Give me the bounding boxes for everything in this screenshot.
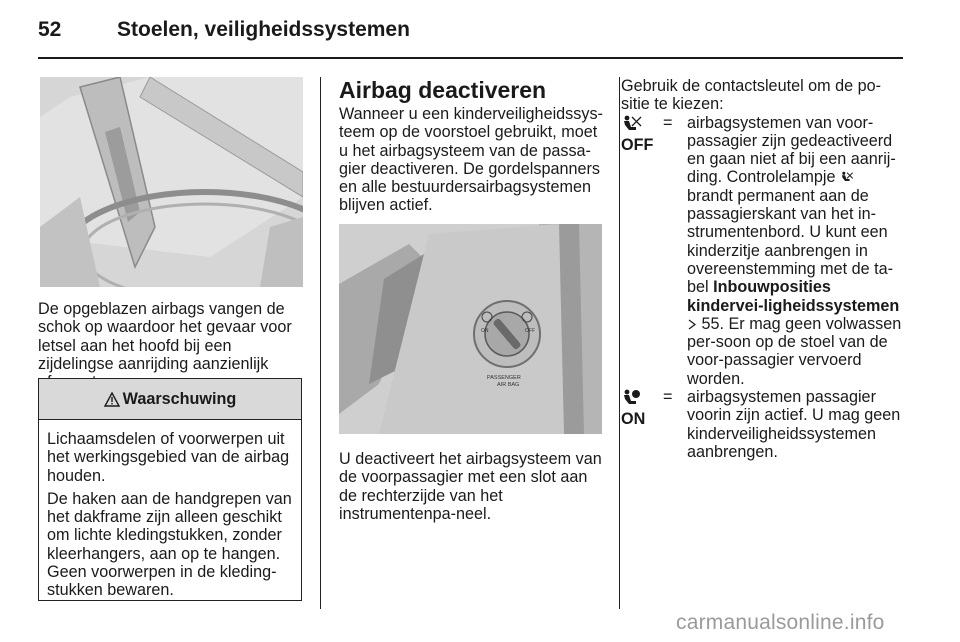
switch-label-on: ON: [481, 328, 489, 334]
airbag-switch-photo: [339, 224, 602, 434]
warning-paragraph: De haken aan de handgrepen van het dakframe zijn alleen geschikt om lichte kledingstukken, zonder kleerhangers, aan op te hangen. Geen voorwerpen in de kleding-stukken bewaren.: [47, 489, 292, 600]
page-number: 52: [38, 18, 62, 41]
side-airbag-photo: [40, 77, 303, 287]
column-divider-1: [320, 77, 321, 609]
column2-caption: U deactiveert het airbagsysteem van de voorpassagier met een slot aan de rechterzijde van het instrumentenpa-neel.: [339, 450, 602, 523]
column3-intro: Gebruik de contactsleutel om de po-sitie te kiezen:: [621, 77, 882, 114]
on-label: ON: [621, 410, 646, 429]
section-intro: Wanneer u een kinderveiligheidssys-teem op de voorstoel gebruikt, moet u het airbagsysteem van de passa-gier deactiveren. De gordelspanners en alle bestuurdersairbagsystemen blijven actief.: [339, 105, 603, 215]
reference-arrow-icon: [687, 319, 697, 330]
on-description: airbagsystemen passagier voorin zijn actief. U mag geen kinderveiligheidssystemen aanbrengen.: [687, 388, 901, 461]
warning-header: [39, 379, 301, 420]
section-heading: Airbag deactiveren: [339, 77, 547, 103]
column2: [339, 77, 603, 215]
watermark: carmanualsonline.info: [676, 611, 885, 634]
airbag-on-icon: [621, 388, 643, 406]
off-symbol: [621, 114, 663, 388]
off-text-part2: brandt permanent aan de passagierskant van het in-strumentenbord. U kunt een kinderzitje aanbrengen in overeenstemming met de ta-bel: [687, 186, 894, 297]
warning-body: [39, 420, 301, 600]
airbag-off-indicator-icon: [840, 170, 854, 183]
warning-triangle-icon: [104, 392, 120, 407]
off-label: OFF: [621, 135, 654, 154]
reference-page[interactable]: 55: [701, 314, 720, 333]
airbag-on-entry: [621, 388, 903, 461]
airbag-off-entry: [621, 114, 903, 388]
warning-title: Waarschuwing: [122, 389, 237, 408]
column3: [621, 77, 903, 461]
equals-sign: =: [663, 113, 673, 132]
cross-reference-link[interactable]: Inbouwposities kindervei-ligheidssystemen: [687, 278, 900, 315]
on-symbol: [621, 388, 663, 461]
warning-box: [38, 378, 302, 601]
off-text-part1: airbagsystemen van voor-passagier zijn gedeactiveerd en gaan niet af bij een aanrij-ding. Controlelampje: [687, 113, 896, 187]
switch-label-off: OFF: [525, 328, 535, 334]
off-text-part3: . Er mag geen volwassen per-soon op de stoel van de voor-passagier vervoerd worden.: [687, 314, 902, 388]
switch-label-airbag: AIR BAG: [497, 382, 520, 388]
page-title: Stoelen, veiligheidssystemen: [117, 18, 410, 41]
off-description: [687, 114, 903, 388]
side-airbag-illustration: [40, 77, 303, 287]
column-divider-2: [619, 77, 620, 609]
header-rule: [38, 57, 903, 59]
airbag-switch-illustration: [339, 224, 602, 434]
warning-paragraph: Lichaamsdelen of voorwerpen uit het werkingsgebied van de airbag houden.: [47, 430, 290, 485]
switch-label-passenger: PASSENGER: [487, 375, 521, 381]
column1-caption: De opgeblazen airbags vangen de schok op waardoor het gevaar voor letsel aan het hoofd bij een zijdelingse aanrijding aanzienlijk: [38, 300, 292, 373]
airbag-off-icon: [621, 114, 643, 132]
equals-sign: =: [663, 388, 673, 407]
